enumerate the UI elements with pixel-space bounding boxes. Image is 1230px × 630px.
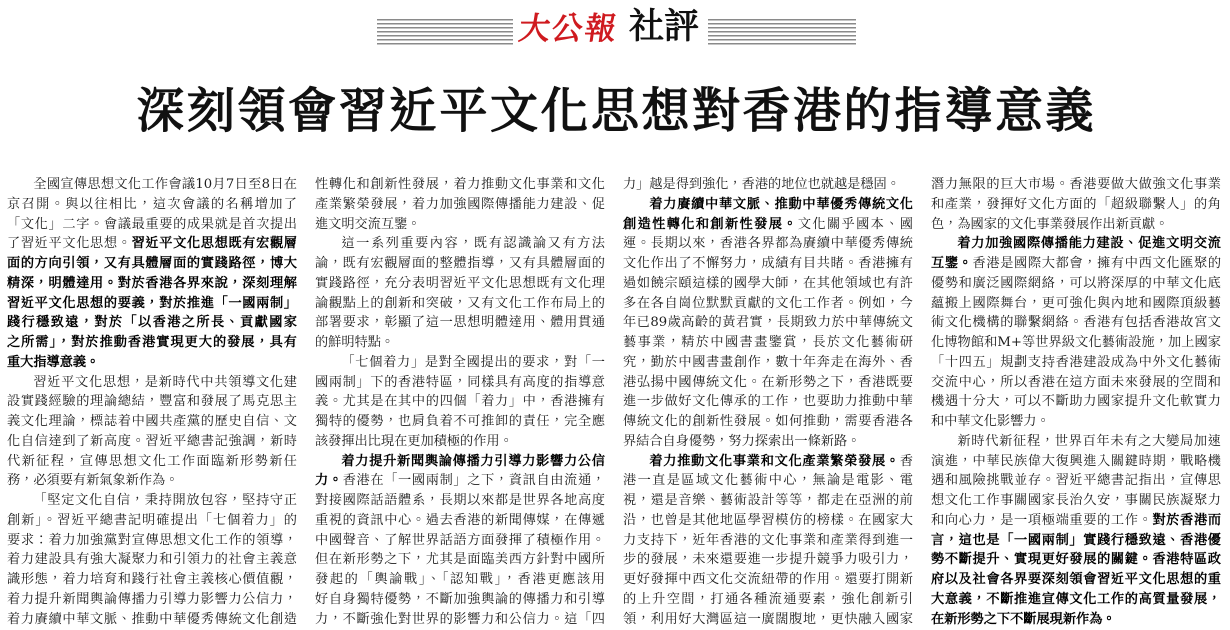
body-line: 和中華文化影響力。 bbox=[931, 414, 1050, 429]
body-line: 在新形勢之下不斷展現新作為。 bbox=[931, 611, 1116, 627]
emphasis-text: 習近平文化思想既有宏觀層 bbox=[131, 236, 297, 252]
body-line: 面的方向引領，又有具體層面的實踐路徑，博大 bbox=[7, 256, 297, 271]
section-title: 社評 bbox=[629, 6, 700, 47]
emphasis-text: 互鑒。 bbox=[931, 256, 973, 271]
subheading-line: 着力賡續中華文脈、推動中華優秀傳統文化 bbox=[649, 196, 913, 212]
body-line: 代新征程，宣傳思想文化工作面臨新形勢新任 bbox=[7, 453, 297, 469]
masthead-rule-right bbox=[708, 19, 856, 47]
subheading-line: 着力加強國際傳播能力建設、促進文明交流 bbox=[957, 236, 1221, 252]
body-line: 「文化」二字。會議最重要的成果就是首次提出 bbox=[7, 216, 297, 232]
headline: 深刻領會習近平文化思想對香港的指導意義 bbox=[136, 83, 1096, 139]
body-line: 着力賡續中華文脈、推動中華優秀傳統文化創造 bbox=[7, 611, 297, 627]
body-line: 文化作出了不懈努力，成績有目共睹。香港擁有 bbox=[623, 256, 913, 271]
body-line: 設實踐經驗的理論總結，豐富和發展了馬克思主 bbox=[7, 394, 297, 410]
body-text: 香港是國際大都會，擁有中西文化匯聚的 bbox=[972, 256, 1221, 271]
body-text: 了習近平文化思想。 bbox=[7, 236, 132, 252]
body-text: 香港在「一國兩制」之下，資訊自由流通， bbox=[342, 473, 605, 489]
body-line: 傳統文化的創新性發展。如何推動，需要香港各 bbox=[623, 414, 913, 429]
emphasis-text: 對於香港而 bbox=[1152, 512, 1221, 528]
body-line: 重大指導意義。 bbox=[7, 354, 100, 370]
body-line: 年已89歲高齡的黃君實，長期致力於中華傳統文 bbox=[623, 315, 913, 331]
article-column-2 bbox=[315, 175, 605, 629]
article-column-1 bbox=[7, 175, 297, 629]
body-line: 創新」。習近平總書記明確提出「七個着力」的 bbox=[7, 512, 297, 528]
body-line: 但在新形勢之下，尤其是面臨美西方針對中國所 bbox=[315, 552, 605, 568]
body-line: 產業繁榮發展，着力加強國際傳播能力建設、促 bbox=[315, 196, 605, 212]
body-line bbox=[623, 452, 913, 472]
body-line: 化自信達到了新高度。習近平總書記強調，新時 bbox=[7, 433, 297, 449]
body-line: 術文化機構的聯繫網絡。香港有包括香港故宮文 bbox=[931, 315, 1221, 331]
emphasis-text: 創造性轉化和創新性發展。 bbox=[623, 216, 798, 232]
body-line: 港一直是區域文化藝術中心，無論是電影、電 bbox=[623, 473, 913, 489]
body-line: 着力提升新聞輿論傳播力引導力影響力公信力， bbox=[7, 591, 297, 607]
body-line: 演進，中華民族偉大復興進入關鍵時期，戰略機 bbox=[931, 453, 1221, 469]
body-line: 力」越是得到強化，香港的地位也就越是穩固。 bbox=[623, 177, 900, 192]
body-line bbox=[623, 215, 913, 235]
body-line: 潛力無限的巨大市場。香港要做大做強文化事業 bbox=[931, 177, 1221, 192]
body-line: 力支持下，近年香港的文化事業和產業得到進一 bbox=[623, 532, 913, 548]
body-line: 着力建設具有強大凝聚力和引領力的社會主義意 bbox=[7, 552, 297, 568]
body-line: 之所需」，對於推動香港實現更大的發展，具有 bbox=[7, 335, 297, 350]
body-line: 蘊搬上國際舞台，更可強化與內地和國際頂級藝 bbox=[931, 295, 1221, 311]
body-line: 沿，也曾是其他地區學習模仿的榜樣。在國家大 bbox=[623, 512, 913, 528]
body-line: 過如饒宗頤這樣的國學大師，在其他領域也有許 bbox=[623, 275, 913, 291]
body-line: 界結合自身優勢，努力探索出一條新路。 bbox=[623, 433, 861, 449]
body-line: 和產業，發揮好文化方面的「超級聯繫人」的角 bbox=[931, 196, 1221, 212]
body-line: 中國聲音、了解世界話語方面發揮了積極作用。 bbox=[315, 532, 605, 548]
body-line: 港弘揚中國傳統文化。在新形勢之下，香港既要 bbox=[623, 374, 913, 390]
body-line bbox=[931, 511, 1221, 531]
body-line: 部署要求，彰顯了這一思想明體達用、體用貫通 bbox=[315, 315, 605, 331]
body-line: 新時代新征程，世界百年未有之大變局加速 bbox=[957, 433, 1221, 449]
body-line: 「堅定文化自信，秉持開放包容，堅持守正 bbox=[33, 493, 297, 508]
body-line: 力，不斷強化對世界的影響力和公信力。這「四 bbox=[315, 611, 605, 627]
body-line bbox=[315, 471, 605, 491]
emphasis-text: 着力推動文化事業和文化產業繁榮發展。 bbox=[649, 453, 900, 469]
body-line: 精深，明體達用。對於香港各界來說，深刻理解 bbox=[7, 275, 297, 291]
body-line: 言，這也是「一國兩制」實踐行穩致遠、香港優 bbox=[931, 532, 1221, 548]
body-line: 義。尤其是在其中的四個「着力」中，香港擁有 bbox=[315, 394, 605, 410]
body-line: 京召開。與以往相比，這次會議的名稱增加了 bbox=[7, 196, 297, 212]
body-line: 領，利用好大灣區這一廣闊腹地，更快融入國家 bbox=[623, 611, 913, 627]
body-line: 全國宣傳思想文化工作會議10月7日至8日在 bbox=[33, 177, 297, 192]
body-line bbox=[7, 234, 297, 254]
body-line: 視，還是音樂、藝術設計等等，都走在亞洲的前 bbox=[623, 493, 913, 508]
body-line: 步的發展，未來還要進一步提升競爭力吸引力， bbox=[623, 552, 913, 568]
body-line: 獨特的優勢，也肩負着不可推卸的責任，完全應 bbox=[315, 414, 605, 429]
body-line: 實踐路徑，充分表明習近平文化思想既有文化理 bbox=[315, 275, 605, 291]
body-line: 遇和風險挑戰並存。習近平總書記指出，宣傳思 bbox=[931, 473, 1221, 489]
body-line: 色，為國家的文化事業發展作出新貢獻。 bbox=[931, 216, 1169, 232]
body-line: 更好發揮中西文化交流紐帶的作用。還要打開新 bbox=[623, 572, 913, 587]
body-line: 該發揮出比現在更加積極的作用。 bbox=[315, 433, 513, 449]
body-line: 進文明交流互鑒。 bbox=[315, 216, 421, 232]
body-line: 這一系列重要內容，既有認識論又有方法 bbox=[341, 236, 605, 252]
body-line: 習近平文化思想的要義，對於推進「一國兩制」 bbox=[7, 295, 297, 311]
body-line: 運。長期以來，香港各界都為賡續中華優秀傳統 bbox=[623, 236, 913, 252]
body-line bbox=[931, 254, 1221, 274]
body-line: 務，必須要有新氣象新作為。 bbox=[7, 473, 179, 489]
body-line: 要求：着力加強黨對宣傳思想文化工作的領導， bbox=[7, 532, 297, 548]
body-line: 義文化理論，標誌着中國共產黨的歷史自信、文 bbox=[7, 414, 297, 429]
body-line: 藝事業，精於中國書畫鑒賞，長於文化藝術研 bbox=[623, 335, 913, 350]
body-line: 化博物館和M+等世界級文化藝術設施，加上國家 bbox=[931, 335, 1221, 350]
article-column-3 bbox=[623, 175, 913, 629]
body-line: 的鮮明特點。 bbox=[315, 335, 395, 350]
body-line: 「七個着力」是對全國提出的要求，對「一 bbox=[341, 354, 605, 370]
body-text: 文化關乎國本、國 bbox=[797, 216, 913, 232]
body-line: 交流中心，所以香港在這方面未來發展的空間和 bbox=[931, 374, 1221, 390]
body-line: 優勢和廣泛國際網絡，可以將深厚的中華文化底 bbox=[931, 275, 1221, 291]
body-line: 勢不斷提升、實現更好發展的關鍵。香港特區政 bbox=[931, 552, 1221, 568]
article-column-4 bbox=[931, 175, 1221, 629]
body-line: 想文化工作事關國家長治久安，事關民族凝聚力 bbox=[931, 493, 1221, 508]
masthead-rule-left bbox=[377, 19, 513, 47]
body-line: 機遇十分大，可以不斷助力國家提升文化軟實力 bbox=[931, 394, 1221, 410]
subheading-line: 着力提升新聞輿論傳播力引導力影響力公信 bbox=[341, 453, 605, 469]
body-line: 發起的「輿論戰」、「認知戰」，香港更應該用 bbox=[315, 572, 605, 587]
body-line: 的上升空間，打通各種流通要素，強化創新引 bbox=[623, 591, 913, 607]
body-line: 論觀點上的創新和突破，又有文化工作布局上的 bbox=[315, 295, 605, 311]
body-line: 踐行穩致遠，對於「以香港之所長、貢獻國家 bbox=[7, 315, 297, 331]
masthead-logo: 大公報 bbox=[516, 11, 621, 47]
body-line: 性轉化和創新性發展，着力推動文化事業和文化 bbox=[315, 177, 605, 192]
body-line: 識形態，着力培育和踐行社會主義核心價值觀， bbox=[7, 572, 297, 587]
body-line: 進一步做好文化傳承的工作，也要助力推動中華 bbox=[623, 394, 913, 410]
body-text: 香 bbox=[899, 453, 913, 469]
body-line: 好自身獨特優勢，不斷加強輿論的傳播力和引導 bbox=[315, 591, 605, 607]
body-line: 多在各自崗位默默貢獻的文化工作者。例如，今 bbox=[623, 295, 913, 311]
body-line: 國兩制」下的香港特區，同樣具有高度的指導意 bbox=[315, 374, 605, 390]
body-line: 府以及社會各界要深刻領會習近平文化思想的重 bbox=[931, 572, 1221, 587]
body-line: 對接國際話語體系，長期以來都是世界各地高度 bbox=[315, 493, 605, 508]
emphasis-text: 力。 bbox=[315, 473, 343, 489]
body-line: 習近平文化思想，是新時代中共領導文化建 bbox=[33, 374, 297, 390]
body-line: 大意義，不斷推進宣傳文化工作的高質量發展， bbox=[931, 591, 1221, 607]
body-line: 「十四五」規劃支持香港建設成為中外文化藝術 bbox=[931, 354, 1221, 370]
body-text: 和向心力，是一項極端重要的工作。 bbox=[931, 512, 1153, 528]
body-line: 重視的資訊中心。過去香港的新聞傳媒，在傳遞 bbox=[315, 512, 605, 528]
body-line: 論，既有宏觀層面的整體指導，又有具體層面的 bbox=[315, 256, 605, 271]
body-line: 究，勤於中國書畫創作，數十年奔走在海外、香 bbox=[623, 354, 913, 370]
